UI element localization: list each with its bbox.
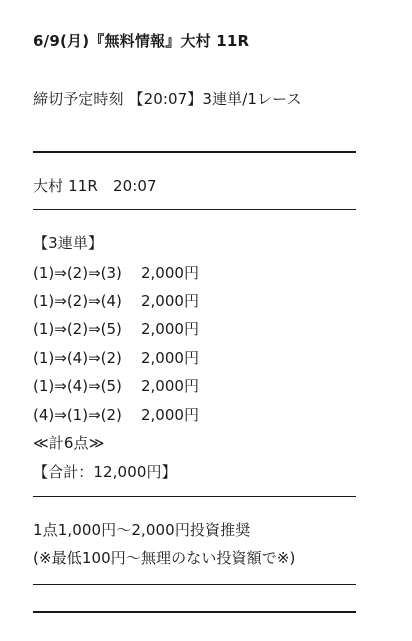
bet-row (33, 404, 199, 425)
bet-combo: (1)⇒(2)⇒(3) (33, 264, 122, 282)
bet-combo: (1)⇒(2)⇒(5) (33, 320, 122, 338)
bet-amount: 2,000円 (141, 320, 199, 338)
divider-thick-1 (33, 151, 356, 153)
bet-row (33, 318, 199, 339)
bet-combo: (1)⇒(2)⇒(4) (33, 292, 122, 310)
bet-combo: (1)⇒(4)⇒(2) (33, 349, 122, 367)
bet-row (33, 375, 199, 396)
recommendation-line-2: (※最低100円〜無理のない投資額で※) (33, 549, 296, 567)
bet-row (33, 290, 199, 311)
recommendation-line-1: 1点1,000円〜2,000円投資推奨 (33, 521, 251, 539)
bet-type-label: 【3連単】 (33, 234, 104, 252)
deadline-text: 締切予定時刻 【20:07】3連単/1レース (33, 90, 302, 108)
bet-amount: 2,000円 (141, 377, 199, 395)
page-title: 6/9(月)『無料情報』大村 11R (33, 32, 250, 50)
bet-count: ≪計6点≫ (33, 434, 105, 452)
bet-amount: 2,000円 (141, 406, 199, 424)
divider-2 (33, 496, 356, 497)
bet-combo: (1)⇒(4)⇒(5) (33, 377, 122, 395)
race-info: 大村 11R 20:07 (33, 177, 157, 195)
bet-combo: (4)⇒(1)⇒(2) (33, 406, 122, 424)
divider-3 (33, 584, 356, 585)
bet-amount: 2,000円 (141, 349, 199, 367)
bet-total: 【合計：12,000円】 (33, 463, 177, 481)
divider-thick-2 (33, 611, 356, 613)
bet-row (33, 347, 199, 368)
bet-row (33, 262, 199, 283)
divider-1 (33, 209, 356, 210)
bet-amount: 2,000円 (141, 264, 199, 282)
bet-amount: 2,000円 (141, 292, 199, 310)
